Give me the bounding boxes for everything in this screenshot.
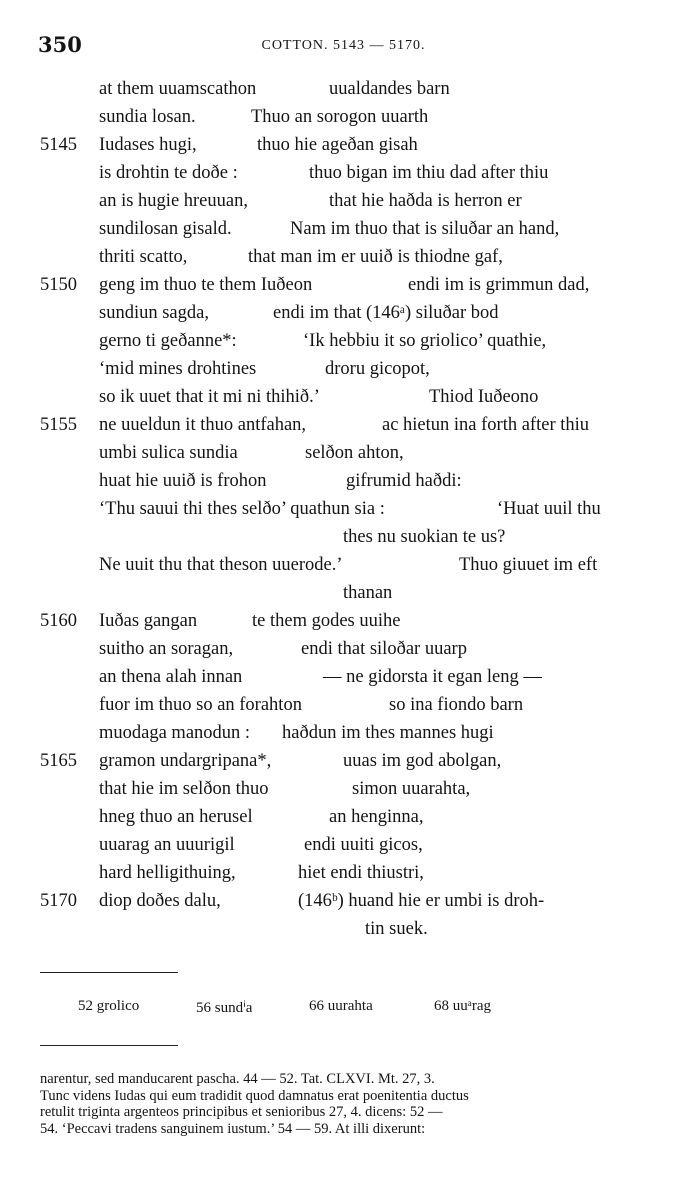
verse-line xyxy=(0,891,687,919)
second-half-line: simon uuarahta, xyxy=(352,779,471,799)
verse-line xyxy=(0,275,687,303)
first-half-line: is drohtin te doðe : xyxy=(99,163,238,183)
footnote-rule-top xyxy=(40,972,178,973)
first-half-line: ‘Thu sauui thi thes selðo’ quathun sia : xyxy=(99,499,385,519)
verse-line xyxy=(0,863,687,891)
first-half-line: an thena alah innan xyxy=(99,667,243,687)
verse-text xyxy=(0,79,687,947)
first-half-line: so ik uuet that it mi ni thihið.’ xyxy=(99,387,320,407)
second-half-line: endi that siloðar uuarp xyxy=(301,639,467,659)
verse-line xyxy=(0,555,687,583)
second-half-line: droru gicopot, xyxy=(325,359,430,379)
second-half-line: so ina fiondo barn xyxy=(389,695,524,715)
footnote-rule-bottom xyxy=(40,1045,178,1046)
first-half-line: Ne uuit thu that theson uuerode.’ xyxy=(99,555,343,575)
verse-line xyxy=(0,247,687,275)
apparatus-entry: 52 grolico xyxy=(78,998,140,1014)
verse-line xyxy=(0,387,687,415)
first-half-line: fuor im thuo so an forahton xyxy=(99,695,302,715)
verse-line xyxy=(0,163,687,191)
first-half-line: ne uueldun it thuo antfahan, xyxy=(99,415,307,435)
first-half-line: huat hie uuið is frohon xyxy=(99,471,267,491)
second-half-line: Thiod Iuðeono xyxy=(429,387,539,407)
first-half-line: Iuðas gangan xyxy=(99,611,198,631)
verse-line xyxy=(0,303,687,331)
verse-line xyxy=(0,191,687,219)
verse-line xyxy=(0,359,687,387)
verse-line xyxy=(0,79,687,107)
second-half-line: Nam im thuo that is siluðar an hand, xyxy=(290,219,560,239)
page-number: 350 xyxy=(38,32,82,57)
second-half-line: (146ᵇ) huand hie er umbi is droh- xyxy=(298,891,545,911)
verse-line xyxy=(0,331,687,359)
second-half-line: endi im is grimmun dad, xyxy=(408,275,590,295)
verse-line xyxy=(0,695,687,723)
note-line: 54. ‘Peccavi tradens sanguinem iustum.’ 54 — 59. At illi dixerunt: xyxy=(40,1120,426,1137)
verse-line xyxy=(0,751,687,779)
second-half-line: that hie haðda is herron er xyxy=(329,191,522,211)
verse-line xyxy=(0,135,687,163)
first-half-line: gerno ti geðanne*: xyxy=(99,331,237,351)
first-half-line: hard helligithuing, xyxy=(99,863,236,883)
verse-line xyxy=(0,611,687,639)
second-half-line: te them godes uuihe xyxy=(252,611,401,631)
second-half-line: Thuo an sorogon uuarth xyxy=(251,107,429,127)
apparatus-entry: 66 uurahta xyxy=(309,998,373,1014)
first-half-line: that hie im selðon thuo xyxy=(99,779,269,799)
second-half-line: uuas im god abolgan, xyxy=(343,751,502,771)
note-line: retulit triginta argenteos principibus et senioribus 27, 4. dicens: 52 — xyxy=(40,1104,443,1120)
second-half-line: uualdandes barn xyxy=(329,79,450,99)
second-half-line: hiet endi thiustri, xyxy=(298,863,424,883)
verse-line xyxy=(0,415,687,443)
verse-line xyxy=(0,779,687,807)
verse-line xyxy=(0,583,687,611)
first-half-line: Iudases hugi, xyxy=(99,135,197,155)
second-half-line: ‘Ik hebbiu it so griolico’ quathie, xyxy=(303,331,547,351)
first-half-line: ‘mid mines drohtines xyxy=(99,359,257,379)
verse-line xyxy=(0,527,687,555)
second-half-line: thes nu suokian te us? xyxy=(343,527,506,547)
first-half-line: sundiun sagda, xyxy=(99,303,209,323)
second-half-line: ‘Huat uuil thu xyxy=(497,499,601,519)
second-half-line: thuo bigan im thiu dad after thiu xyxy=(309,163,549,183)
first-half-line: thriti scatto, xyxy=(99,247,188,267)
first-half-line: diop doðes dalu, xyxy=(99,891,221,911)
verse-line xyxy=(0,443,687,471)
first-half-line: gramon undargripana*, xyxy=(99,751,272,771)
second-half-line: thuo hie ageðan gisah xyxy=(257,135,418,155)
verse-line xyxy=(0,835,687,863)
first-half-line: an is hugie hreuuan, xyxy=(99,191,248,211)
first-half-line: uuarag an uuurigil xyxy=(99,835,235,855)
verse-line xyxy=(0,471,687,499)
verse-line xyxy=(0,667,687,695)
second-half-line: that man im er uuið is thiodne gaf, xyxy=(248,247,503,267)
first-half-line: geng im thuo te them Iuðeon xyxy=(99,275,313,295)
verse-line xyxy=(0,723,687,751)
second-half-line: selðon ahton, xyxy=(305,443,404,463)
line-number: 5165 xyxy=(40,751,77,771)
verse-line xyxy=(0,499,687,527)
second-half-line: ac hietun ina forth after thiu xyxy=(382,415,590,435)
second-half-line: endi im that (146ᵃ) siluðar bod xyxy=(273,303,499,323)
running-head: COTTON. 5143 — 5170. xyxy=(261,38,426,53)
second-half-line: Thuo giuuet im eft xyxy=(459,555,598,575)
line-number: 5150 xyxy=(40,275,77,295)
verse-line xyxy=(0,107,687,135)
verse-line xyxy=(0,807,687,835)
first-half-line: umbi sulica sundia xyxy=(99,443,238,463)
first-half-line: muodaga manodun : xyxy=(99,723,251,743)
apparatus-entry: 56 sundⁱa xyxy=(196,1000,253,1016)
note-line: Tunc videns Iudas qui eum tradidit quod damnatus erat poenitentia ductus xyxy=(40,1087,469,1104)
first-half-line: at them uuamscathon xyxy=(99,79,257,99)
verse-line xyxy=(0,639,687,667)
first-half-line: sundia losan. xyxy=(99,107,196,127)
second-half-line: tin suek. xyxy=(365,919,428,939)
first-half-line: suitho an soragan, xyxy=(99,639,234,659)
line-number: 5160 xyxy=(40,611,77,631)
second-half-line: an henginna, xyxy=(329,807,424,827)
line-number: 5155 xyxy=(40,415,77,435)
second-half-line: gifrumid haðdi: xyxy=(346,471,462,491)
second-half-line: endi uuiti gicos, xyxy=(304,835,423,855)
second-half-line: haðdun im thes mannes hugi xyxy=(282,723,494,743)
verse-line xyxy=(0,219,687,247)
apparatus-entry: 68 uuᵃrag xyxy=(434,998,492,1014)
verse-line xyxy=(0,919,687,947)
line-number: 5145 xyxy=(40,135,77,155)
note-line: narentur, sed manducarent pascha. 44 — 52. Tat. CLXVI. Mt. 27, 3. xyxy=(40,1071,435,1087)
second-half-line: — ne gidorsta it egan leng — xyxy=(323,667,542,687)
first-half-line: sundilosan gisald. xyxy=(99,219,232,239)
source-notes xyxy=(40,1071,638,1137)
line-number: 5170 xyxy=(40,891,77,911)
second-half-line: thanan xyxy=(343,583,393,603)
first-half-line: hneg thuo an herusel xyxy=(99,807,253,827)
